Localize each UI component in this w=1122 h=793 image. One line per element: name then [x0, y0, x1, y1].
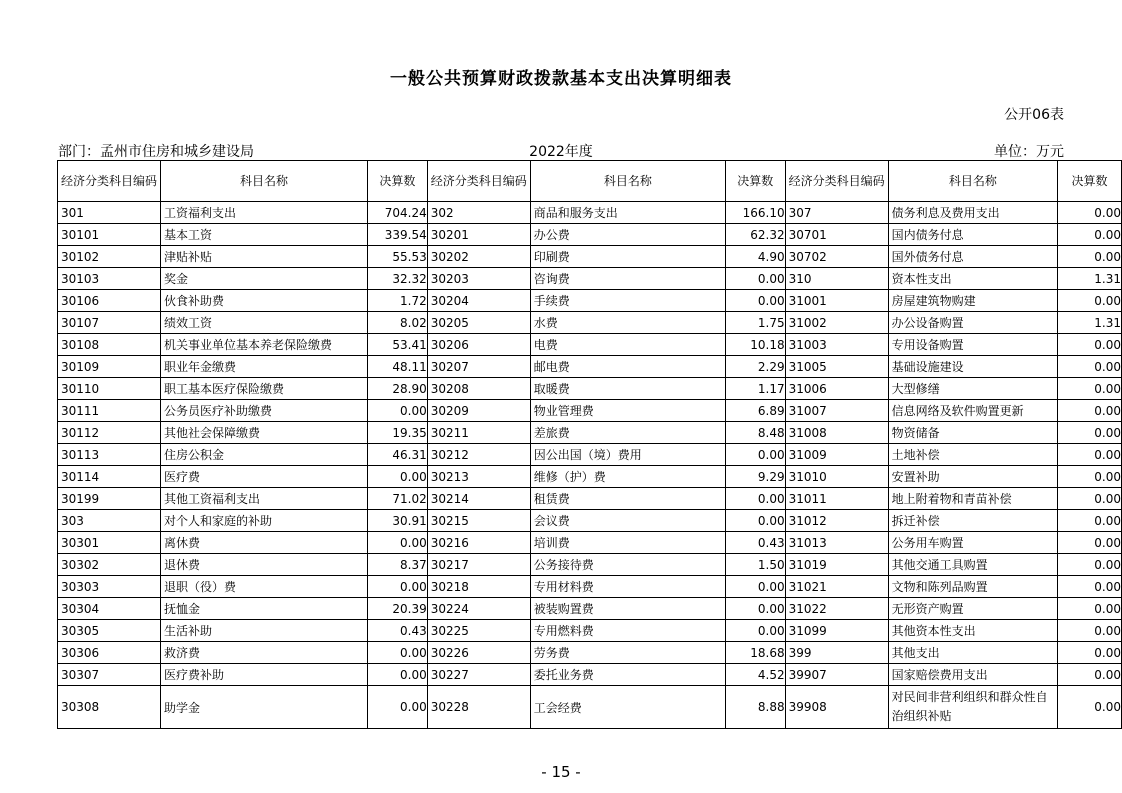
cell-name: 伙食补助费: [161, 290, 368, 312]
cell-amount: 0.00: [725, 620, 785, 642]
header-name: 科目名称: [161, 161, 368, 202]
cell-amount: 0.00: [725, 268, 785, 290]
cell-name: 职业年金缴费: [161, 356, 368, 378]
cell-code: 30218: [427, 576, 530, 598]
cell-code: 30112: [58, 422, 161, 444]
cell-amount: 1.17: [725, 378, 785, 400]
cell-name: 其他交通工具购置: [888, 554, 1057, 576]
cell-code: 30217: [427, 554, 530, 576]
cell-name: 国外债务付息: [888, 246, 1057, 268]
cell-name: 印刷费: [530, 246, 725, 268]
cell-code: 39908: [785, 686, 888, 729]
table-row: [58, 202, 1122, 224]
cell-amount: 30.91: [368, 510, 428, 532]
cell-name: 水费: [530, 312, 725, 334]
cell-name: 奖金: [161, 268, 368, 290]
cell-amount: 1.31: [1058, 312, 1122, 334]
cell-code: 30203: [427, 268, 530, 290]
cell-amount: 18.68: [725, 642, 785, 664]
cell-amount: 0.00: [725, 598, 785, 620]
cell-name: 基本工资: [161, 224, 368, 246]
cell-name: 住房公积金: [161, 444, 368, 466]
table-row: [58, 400, 1122, 422]
cell-code: 30102: [58, 246, 161, 268]
cell-code: 30224: [427, 598, 530, 620]
cell-code: 31021: [785, 576, 888, 598]
cell-code: 39907: [785, 664, 888, 686]
cell-code: 30304: [58, 598, 161, 620]
cell-name: 医疗费: [161, 466, 368, 488]
table-row: [58, 334, 1122, 356]
cell-amount: 10.18: [725, 334, 785, 356]
cell-name: 大型修缮: [888, 378, 1057, 400]
cell-code: 31001: [785, 290, 888, 312]
cell-amount: 0.00: [1058, 444, 1122, 466]
cell-code: 303: [58, 510, 161, 532]
cell-code: 30114: [58, 466, 161, 488]
cell-name: 办公费: [530, 224, 725, 246]
cell-amount: 0.00: [368, 532, 428, 554]
cell-amount: 0.00: [1058, 422, 1122, 444]
cell-name: 工会经费: [530, 686, 725, 729]
cell-name: 医疗费补助: [161, 664, 368, 686]
cell-amount: 19.35: [368, 422, 428, 444]
cell-code: 30301: [58, 532, 161, 554]
cell-amount: 0.00: [725, 488, 785, 510]
cell-amount: 0.00: [1058, 378, 1122, 400]
cell-code: 30213: [427, 466, 530, 488]
cell-code: 30228: [427, 686, 530, 729]
header-code: 经济分类科目编码: [58, 161, 161, 202]
cell-amount: 4.90: [725, 246, 785, 268]
cell-name: 绩效工资: [161, 312, 368, 334]
cell-amount: 0.00: [1058, 532, 1122, 554]
page-title: 一般公共预算财政拨款基本支出决算明细表: [390, 69, 732, 89]
cell-code: 30204: [427, 290, 530, 312]
table-row: [58, 466, 1122, 488]
unit-label: 单位：万元: [994, 144, 1064, 160]
cell-amount: 46.31: [368, 444, 428, 466]
table-row: [58, 642, 1122, 664]
cell-code: 30212: [427, 444, 530, 466]
cell-name: 咨询费: [530, 268, 725, 290]
cell-name: 物资储备: [888, 422, 1057, 444]
cell-name: 助学金: [161, 686, 368, 729]
header-name: 科目名称: [888, 161, 1057, 202]
cell-name: 抚恤金: [161, 598, 368, 620]
cell-code: 31007: [785, 400, 888, 422]
cell-amount: 8.37: [368, 554, 428, 576]
cell-name: 债务利息及费用支出: [888, 202, 1057, 224]
cell-code: 31003: [785, 334, 888, 356]
cell-code: 30702: [785, 246, 888, 268]
cell-code: 30103: [58, 268, 161, 290]
cell-code: 30227: [427, 664, 530, 686]
cell-amount: 0.00: [725, 444, 785, 466]
table-row: [58, 422, 1122, 444]
cell-code: 30225: [427, 620, 530, 642]
cell-code: 31013: [785, 532, 888, 554]
cell-code: 30205: [427, 312, 530, 334]
cell-code: 30305: [58, 620, 161, 642]
cell-amount: 8.88: [725, 686, 785, 729]
cell-amount: 0.00: [725, 290, 785, 312]
cell-name: 津贴补贴: [161, 246, 368, 268]
cell-name: 维修（护）费: [530, 466, 725, 488]
table-row: [58, 620, 1122, 642]
cell-name: 其他工资福利支出: [161, 488, 368, 510]
cell-amount: 0.00: [1058, 224, 1122, 246]
cell-amount: 0.00: [1058, 686, 1122, 729]
cell-amount: 0.00: [368, 686, 428, 729]
cell-amount: 0.00: [1058, 598, 1122, 620]
cell-code: 30209: [427, 400, 530, 422]
cell-amount: 0.00: [368, 576, 428, 598]
cell-amount: 8.02: [368, 312, 428, 334]
cell-amount: 4.52: [725, 664, 785, 686]
cell-code: 30303: [58, 576, 161, 598]
cell-code: 30226: [427, 642, 530, 664]
cell-amount: 339.54: [368, 224, 428, 246]
cell-code: 30308: [58, 686, 161, 729]
cell-code: 30206: [427, 334, 530, 356]
cell-name: 国内债务付息: [888, 224, 1057, 246]
cell-amount: 0.00: [1058, 620, 1122, 642]
table-row: [58, 224, 1122, 246]
cell-name: 公务员医疗补助缴费: [161, 400, 368, 422]
cell-code: 30701: [785, 224, 888, 246]
cell-name: 退休费: [161, 554, 368, 576]
cell-code: 30199: [58, 488, 161, 510]
cell-code: 30207: [427, 356, 530, 378]
cell-name: 对民间非营利组织和群众性自治组织补贴: [888, 686, 1057, 729]
cell-code: 30302: [58, 554, 161, 576]
cell-amount: 1.75: [725, 312, 785, 334]
cell-name: 房屋建筑物购建: [888, 290, 1057, 312]
cell-code: 30216: [427, 532, 530, 554]
year-label: 2022年度: [529, 144, 593, 160]
cell-code: 30106: [58, 290, 161, 312]
cell-code: 310: [785, 268, 888, 290]
cell-name: 会议费: [530, 510, 725, 532]
cell-code: 31012: [785, 510, 888, 532]
cell-name: 信息网络及软件购置更新: [888, 400, 1057, 422]
header-amount: 决算数: [1058, 161, 1122, 202]
cell-name: 办公设备购置: [888, 312, 1057, 334]
cell-name: 生活补助: [161, 620, 368, 642]
table-row: [58, 290, 1122, 312]
cell-amount: 55.53: [368, 246, 428, 268]
cell-name: 机关事业单位基本养老保险缴费: [161, 334, 368, 356]
cell-name: 拆迁补偿: [888, 510, 1057, 532]
table-row: [58, 686, 1122, 729]
cell-name: 退职（役）费: [161, 576, 368, 598]
cell-name: 培训费: [530, 532, 725, 554]
cell-code: 30101: [58, 224, 161, 246]
cell-name: 专用材料费: [530, 576, 725, 598]
cell-name: 邮电费: [530, 356, 725, 378]
header-code: 经济分类科目编码: [427, 161, 530, 202]
table-row: [58, 356, 1122, 378]
cell-name: 土地补偿: [888, 444, 1057, 466]
cell-amount: 48.11: [368, 356, 428, 378]
cell-amount: 0.00: [725, 510, 785, 532]
cell-amount: 20.39: [368, 598, 428, 620]
cell-name: 救济费: [161, 642, 368, 664]
cell-amount: 0.00: [1058, 466, 1122, 488]
table-row: [58, 488, 1122, 510]
cell-amount: 704.24: [368, 202, 428, 224]
cell-code: 302: [427, 202, 530, 224]
cell-amount: 166.10: [725, 202, 785, 224]
cell-amount: 0.00: [1058, 554, 1122, 576]
cell-amount: 1.31: [1058, 268, 1122, 290]
cell-code: 30110: [58, 378, 161, 400]
cell-code: 31010: [785, 466, 888, 488]
cell-name: 因公出国（境）费用: [530, 444, 725, 466]
cell-name: 被装购置费: [530, 598, 725, 620]
cell-name: 手续费: [530, 290, 725, 312]
cell-name: 专用设备购置: [888, 334, 1057, 356]
cell-amount: 0.00: [368, 400, 428, 422]
cell-amount: 1.72: [368, 290, 428, 312]
page-number: - 15 -: [541, 763, 581, 781]
cell-name: 无形资产购置: [888, 598, 1057, 620]
cell-code: 30108: [58, 334, 161, 356]
cell-name: 电费: [530, 334, 725, 356]
cell-name: 职工基本医疗保险缴费: [161, 378, 368, 400]
table-row: [58, 268, 1122, 290]
cell-name: 公务用车购置: [888, 532, 1057, 554]
cell-code: 30201: [427, 224, 530, 246]
cell-amount: 0.00: [1058, 664, 1122, 686]
cell-amount: 0.00: [1058, 400, 1122, 422]
table-row: [58, 664, 1122, 686]
cell-code: 399: [785, 642, 888, 664]
cell-amount: 53.41: [368, 334, 428, 356]
cell-name: 专用燃料费: [530, 620, 725, 642]
cell-name: 对个人和家庭的补助: [161, 510, 368, 532]
cell-amount: 32.32: [368, 268, 428, 290]
table-row: [58, 378, 1122, 400]
cell-name: 物业管理费: [530, 400, 725, 422]
cell-code: 30202: [427, 246, 530, 268]
cell-name: 差旅费: [530, 422, 725, 444]
header-row: [58, 161, 1122, 202]
cell-code: 31019: [785, 554, 888, 576]
cell-amount: 0.00: [368, 664, 428, 686]
cell-amount: 9.29: [725, 466, 785, 488]
cell-amount: 0.00: [1058, 642, 1122, 664]
cell-amount: 2.29: [725, 356, 785, 378]
cell-code: 307: [785, 202, 888, 224]
cell-amount: 0.00: [1058, 202, 1122, 224]
table-row: [58, 312, 1122, 334]
expenditure-table: [57, 160, 1122, 729]
cell-code: 31011: [785, 488, 888, 510]
table-number: 公开06表: [1004, 107, 1064, 123]
cell-code: 30113: [58, 444, 161, 466]
cell-code: 31002: [785, 312, 888, 334]
department-label: 部门：孟州市住房和城乡建设局: [58, 144, 254, 160]
header-amount: 决算数: [725, 161, 785, 202]
cell-code: 31008: [785, 422, 888, 444]
table-row: [58, 598, 1122, 620]
cell-code: 31006: [785, 378, 888, 400]
table-row: [58, 576, 1122, 598]
cell-code: 301: [58, 202, 161, 224]
cell-code: 30208: [427, 378, 530, 400]
table-row: [58, 246, 1122, 268]
header-name: 科目名称: [530, 161, 725, 202]
cell-amount: 62.32: [725, 224, 785, 246]
table-row: [58, 444, 1122, 466]
cell-name: 劳务费: [530, 642, 725, 664]
table-row: [58, 510, 1122, 532]
cell-amount: 28.90: [368, 378, 428, 400]
cell-code: 31022: [785, 598, 888, 620]
cell-name: 基础设施建设: [888, 356, 1057, 378]
cell-amount: 0.00: [1058, 510, 1122, 532]
cell-name: 其他资本性支出: [888, 620, 1057, 642]
cell-amount: 0.00: [1058, 488, 1122, 510]
cell-amount: 0.00: [1058, 334, 1122, 356]
cell-name: 工资福利支出: [161, 202, 368, 224]
cell-code: 30215: [427, 510, 530, 532]
cell-amount: 0.00: [1058, 246, 1122, 268]
cell-name: 取暖费: [530, 378, 725, 400]
cell-amount: 0.00: [1058, 576, 1122, 598]
cell-code: 30107: [58, 312, 161, 334]
cell-code: 30211: [427, 422, 530, 444]
cell-amount: 0.00: [368, 466, 428, 488]
cell-name: 离休费: [161, 532, 368, 554]
cell-code: 30111: [58, 400, 161, 422]
cell-amount: 71.02: [368, 488, 428, 510]
cell-name: 国家赔偿费用支出: [888, 664, 1057, 686]
cell-amount: 0.00: [725, 576, 785, 598]
header-amount: 决算数: [368, 161, 428, 202]
cell-name: 租赁费: [530, 488, 725, 510]
cell-name: 地上附着物和青苗补偿: [888, 488, 1057, 510]
cell-name: 公务接待费: [530, 554, 725, 576]
cell-name: 安置补助: [888, 466, 1057, 488]
cell-amount: 0.00: [1058, 356, 1122, 378]
header-code: 经济分类科目编码: [785, 161, 888, 202]
cell-amount: 1.50: [725, 554, 785, 576]
cell-code: 31009: [785, 444, 888, 466]
cell-name: 文物和陈列品购置: [888, 576, 1057, 598]
cell-code: 30109: [58, 356, 161, 378]
cell-amount: 6.89: [725, 400, 785, 422]
cell-code: 31099: [785, 620, 888, 642]
cell-name: 其他社会保障缴费: [161, 422, 368, 444]
cell-amount: 0.00: [1058, 290, 1122, 312]
cell-amount: 0.43: [725, 532, 785, 554]
cell-name: 商品和服务支出: [530, 202, 725, 224]
table-row: [58, 532, 1122, 554]
cell-code: 30306: [58, 642, 161, 664]
cell-name: 其他支出: [888, 642, 1057, 664]
cell-amount: 8.48: [725, 422, 785, 444]
table-row: [58, 554, 1122, 576]
cell-amount: 0.00: [368, 642, 428, 664]
cell-code: 30214: [427, 488, 530, 510]
cell-name: 委托业务费: [530, 664, 725, 686]
cell-name: 资本性支出: [888, 268, 1057, 290]
cell-code: 31005: [785, 356, 888, 378]
cell-amount: 0.43: [368, 620, 428, 642]
cell-code: 30307: [58, 664, 161, 686]
